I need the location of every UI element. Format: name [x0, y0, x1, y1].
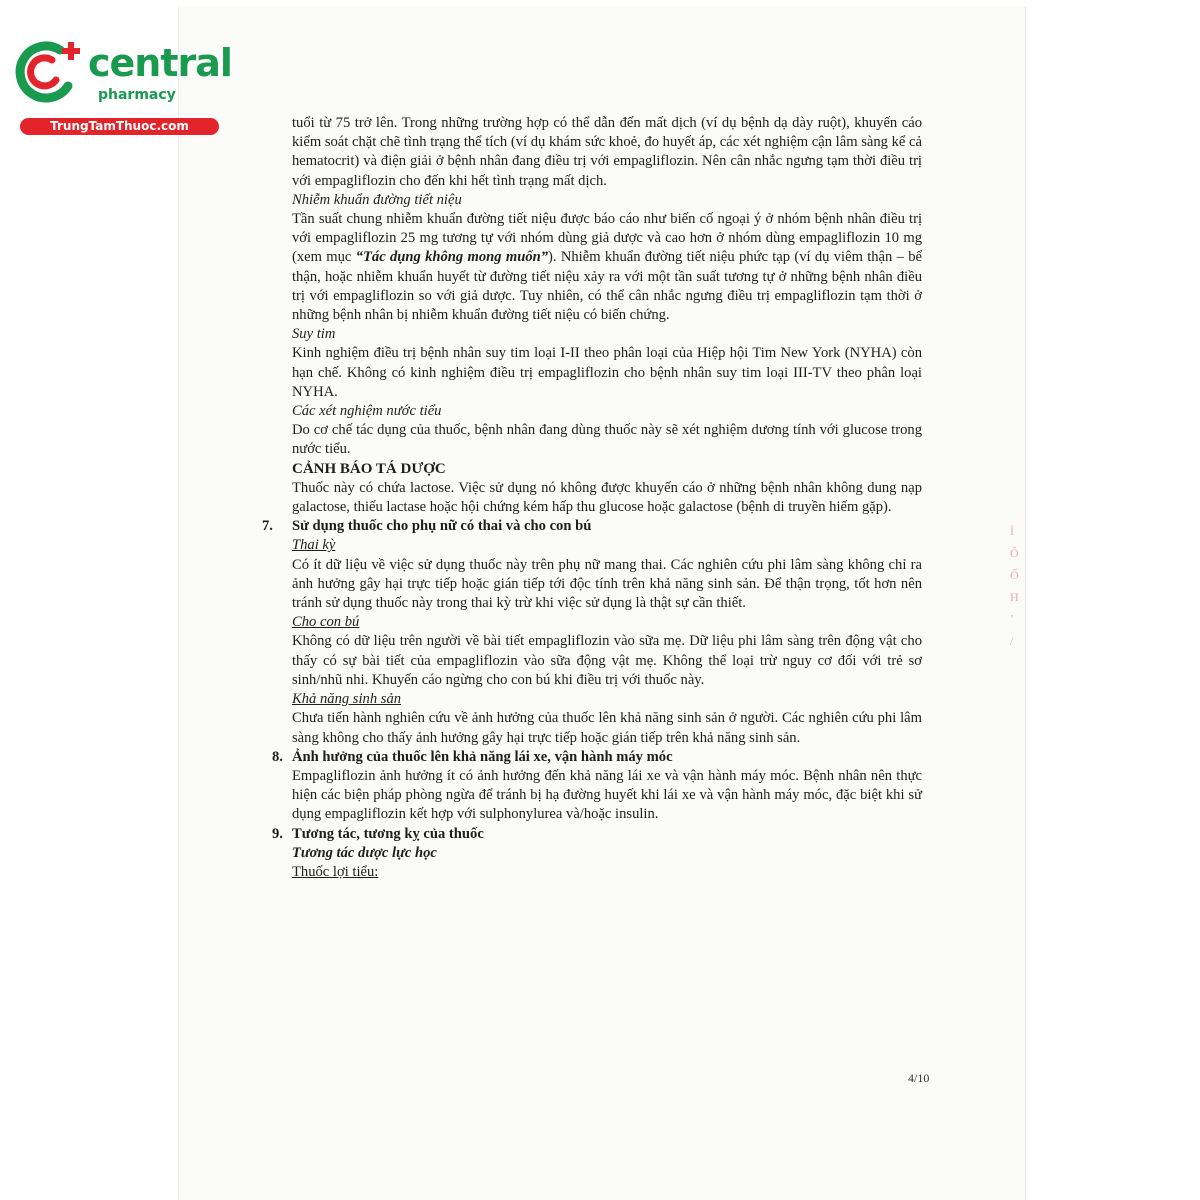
heart-failure-heading: Suy tim [292, 326, 336, 343]
brand-site-url[interactable]: TrungTamThuoc.com [20, 118, 219, 135]
section-7-number: 7. [262, 518, 273, 535]
section-9-number: 9. [272, 825, 283, 842]
heart-failure-paragraph: Kinh nghiệm điều trị bệnh nhân suy tim loại I-II theo phân loại của Hiệp hội Tim New York (NYHA) còn hạn chế. Không có kinh nghiệm điều trị empagliflozin cho bệnh nhân suy tim loại III-TV theo phân loại NYHA. [292, 345, 922, 400]
uti-paragraph [292, 210, 922, 325]
urine-tests-heading: Các xét nghiệm nước tiểu [292, 403, 442, 420]
document-body [262, 114, 922, 882]
brand-tagline: pharmacy [98, 87, 176, 103]
red-stamp-mark: Ĩ Ô Ố H ʼ / [1010, 524, 1019, 648]
pharmacodynamic-heading: Tương tác dược lực học [292, 844, 437, 861]
uti-heading: Nhiễm khuẩn đường tiết niệu [292, 191, 462, 208]
section-9-title: Tương tác, tương kỵ của thuốc [292, 825, 484, 842]
intro-paragraph: tuổi từ 75 trở lên. Trong những trường hợp có thể dẫn đến mất dịch (ví dụ bệnh dạ dày ruột), khuyến cáo kiểm soát chặt chẽ tình trạng thể tích (ví dụ khám sức khoẻ, đo huyết áp, các xét nghiệm cận lâm sàng kể cả hematocrit) và điện giải ở bệnh nhân đang điều trị với empagliflozin. Nên cân nhắc ngưng tạm thời điều trị với empagliflozin cho đến khi hết tình trạng mất dịch. [292, 115, 922, 189]
section-8-heading [272, 748, 922, 767]
section-7-heading [262, 517, 922, 536]
fertility-heading: Khả năng sinh sản [292, 691, 402, 708]
excipient-warning-paragraph: Thuốc này có chứa lactose. Việc sử dụng nó không được khuyến cáo ở những bệnh nhân không dung nạp galactose, thiếu lactase hoặc hội chứng kém hấp thu glucose hoặc galactose (bệnh di truyền hiếm gặp). [292, 479, 922, 516]
lactation-heading: Cho con bú [292, 614, 360, 631]
page-number: 4/10 [908, 1071, 930, 1085]
pregnancy-heading: Thai kỳ [292, 537, 336, 554]
pregnancy-paragraph: Có ít dữ liệu về việc sử dụng thuốc này trên phụ nữ mang thai. Các nghiên cứu phi lâm sàng không chỉ ra ảnh hưởng gây hại trực tiếp hoặc gián tiếp tới độc tính trên khả năng sinh sản. Để thận trọng, tốt hơn nên tránh sử dụng thuốc này trong thai kỳ trừ khi việc sử dụng là thật sự cần thiết. [292, 556, 922, 612]
section-8-title: Ảnh hưởng của thuốc lên khả năng lái xe, vận hành máy móc [292, 748, 673, 765]
section-8-paragraph: Empagliflozin ảnh hưởng ít có ảnh hưởng đến khả năng lái xe và vận hành máy móc. Bệnh nhân nên thực hiện các biện pháp phòng ngừa để tránh bị hạ đường huyết khi lái xe và vận hành máy móc, đặc biệt khi sử dụng empagliflozin kết hợp với sulphonylurea và/hoặc insulin. [292, 767, 922, 823]
fertility-paragraph: Chưa tiến hành nghiên cứu về ảnh hưởng của thuốc lên khả năng sinh sản ở người. Các nghiên cứu phi lâm sàng không cho thấy ảnh hưởng gây hại trực tiếp hoặc gián tiếp trên khả năng sinh sản. [292, 710, 922, 746]
brand-logo[interactable] [10, 36, 232, 136]
uti-text-after: ). Nhiễm khuẩn đường tiết niệu phức tạp (ví dụ viêm thận – bể thận, hoặc nhiễm khuẩn huyết từ đường tiết niệu xảy ra với một tần suất tương tự ở những bệnh nhân điều trị với empagliflozin so với giả dược. Tuy nhiên, có thể cân nhắc ngưng điều trị empagliflozin tạm thời ở những bệnh nhân bị nhiễm khuẩn đường tiết niệu có biến chứng. [292, 249, 922, 324]
excipient-warning-heading: CẢNH BÁO TÁ DƯỢC [292, 460, 446, 477]
section-7-title: Sử dụng thuốc cho phụ nữ có thai và cho con bú [292, 518, 592, 535]
uti-section-reference: “Tác dụng không mong muốn” [355, 249, 549, 266]
central-pharmacy-logo-icon [10, 36, 90, 106]
section-8-number: 8. [272, 748, 283, 765]
section-9-heading [272, 825, 922, 844]
uti-text-before: Tần suất chung nhiễm khuẩn đường tiết niệu được báo cáo như biến cố ngoại ý ở nhóm bệnh nhân điều trị với empagliflozin 25 mg tương tự với nhóm dùng giả dược và cao hơn ở nhóm dùng empagliflozin 10 mg (xem mục [292, 211, 922, 266]
lactation-paragraph: Không có dữ liệu trên người về bài tiết empagliflozin vào sữa mẹ. Dữ liệu phi lâm sàng trên động vật cho thấy có sự bài tiết của empagliflozin vào sữa động vật mẹ. Không thể loại trừ nguy cơ đối với trẻ sơ sinh/nhũ nhi. Khuyến cáo ngừng cho con bú khi điều trị với thuốc này. [292, 633, 922, 688]
diuretics-heading: Thuốc lợi tiểu: [292, 863, 379, 880]
brand-name: central [88, 41, 232, 85]
urine-tests-paragraph: Do cơ chế tác dụng của thuốc, bệnh nhân đang dùng thuốc này sẽ xét nghiệm dương tính với glucose trong nước tiểu. [292, 422, 922, 458]
